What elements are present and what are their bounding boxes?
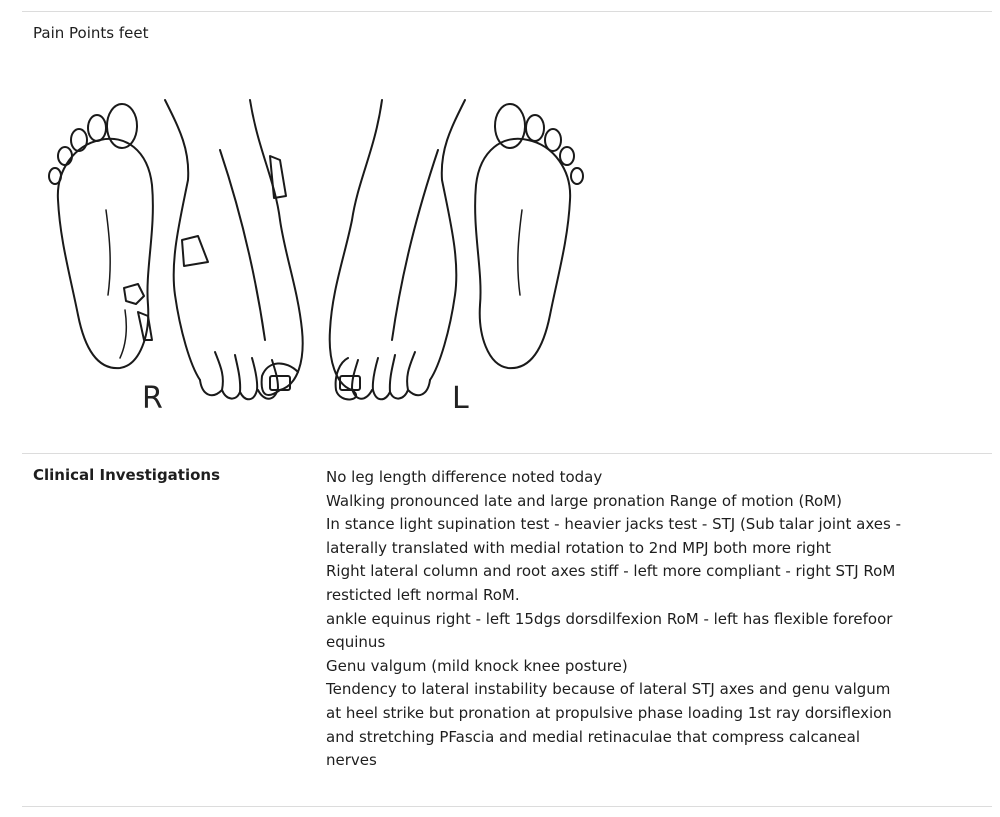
clinical-investigations-label: Clinical Investigations xyxy=(33,466,221,484)
ci-line: resticted left normal RoM. xyxy=(326,585,520,604)
middle-divider xyxy=(22,453,992,454)
ci-line: at heel strike but pronation at propulsive phase loading 1st ray dorsiflexion xyxy=(326,703,892,722)
section-title: Pain Points feet xyxy=(33,24,149,42)
ci-line: ankle equinus right - left 15dgs dorsdilfexion RoM - left has flexible forefoor xyxy=(326,609,893,628)
ci-line: No leg length difference noted today xyxy=(326,468,603,486)
pain-point-top-midfoot xyxy=(182,236,208,266)
right-foot-top-outline xyxy=(165,100,303,399)
pain-point-top-ankle xyxy=(270,156,286,198)
ci-line: Genu valgum (mild knock knee posture) xyxy=(326,656,628,675)
top-divider xyxy=(22,11,992,12)
pain-point-sole-arch xyxy=(124,284,144,304)
left-label: L xyxy=(452,381,469,416)
right-label: R xyxy=(142,381,163,416)
ci-line: nerves xyxy=(326,751,377,770)
clinical-investigations-text xyxy=(326,466,986,773)
bottom-divider xyxy=(22,806,992,807)
ci-line: Right lateral column and root axes stiff - left more compliant - right STJ RoM xyxy=(326,562,896,581)
ci-line: Walking pronounced late and large pronation Range of motion (RoM) xyxy=(326,491,843,510)
ci-line: laterally translated with medial rotation to 2nd MPJ both more right xyxy=(326,538,832,557)
ci-line: and stretching PFascia and medial retinaculae that compress calcaneal xyxy=(326,727,860,746)
right-sole-outline xyxy=(49,104,153,368)
ci-line: Tendency to lateral instability because of lateral STJ axes and genu valgum xyxy=(326,680,891,699)
left-sole-outline xyxy=(475,104,583,368)
feet-diagram xyxy=(40,90,600,420)
ci-line: In stance light supination test - heavier jacks test - STJ (Sub talar joint axes - xyxy=(326,515,901,534)
ci-line: equinus xyxy=(326,633,386,652)
left-foot-top-outline xyxy=(330,100,465,399)
